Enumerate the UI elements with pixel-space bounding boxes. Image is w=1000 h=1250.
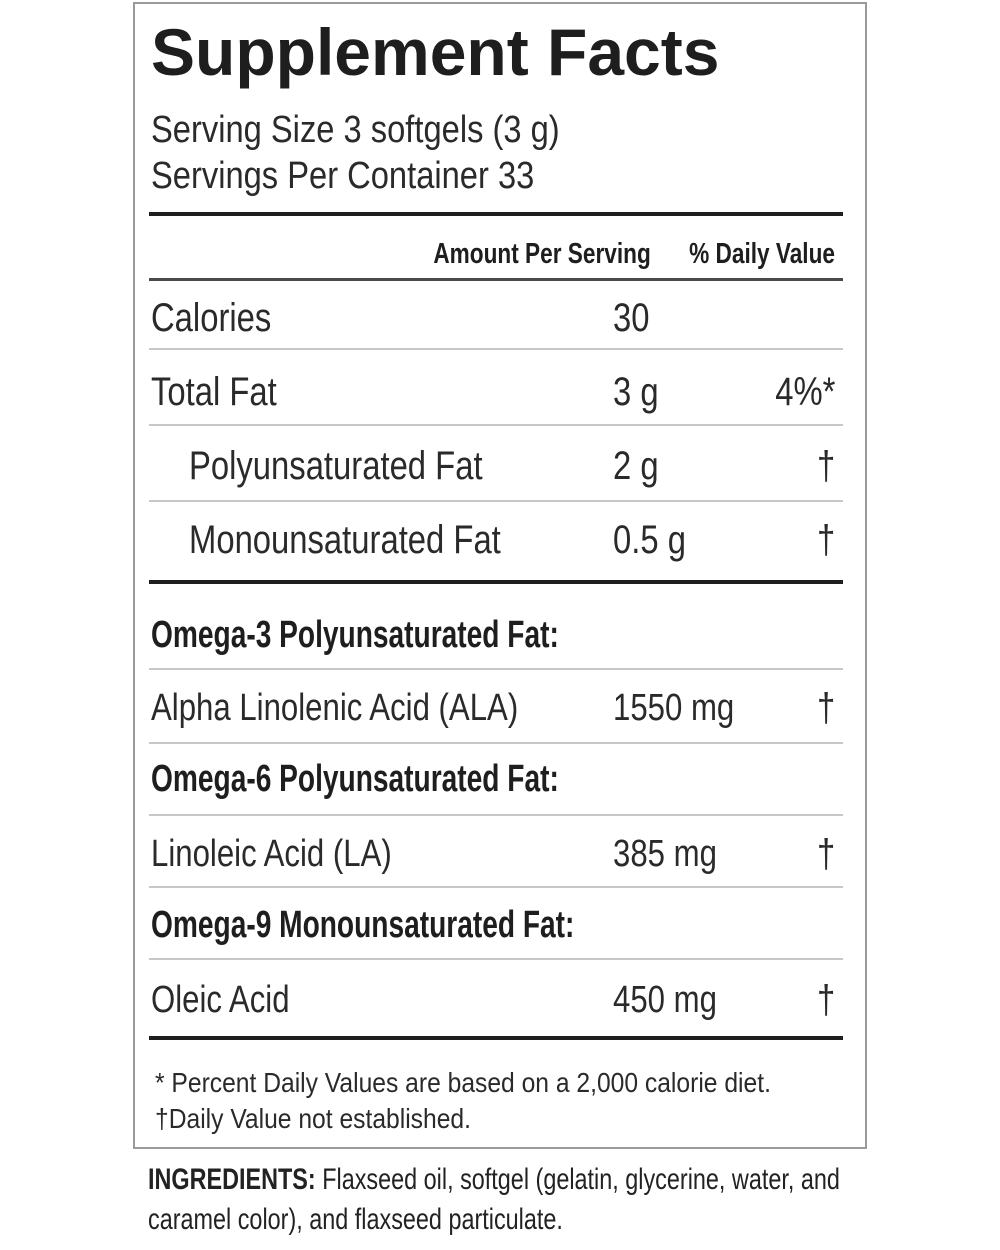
header-amount-per-serving: Amount Per Serving [433, 238, 651, 270]
servings-per-container: Servings Per Container 33 [151, 155, 535, 197]
omega3-ala-label: Alpha Linolenic Acid (ALA) [151, 687, 519, 729]
omega6-heading: Omega-6 Polyunsaturated Fat: [151, 758, 559, 800]
omega3-heading: Omega-3 Polyunsaturated Fat: [151, 614, 559, 656]
ingredients-line-2: caramel color), and flaxseed particulate. [148, 1203, 563, 1236]
row-polyunsaturated-amount: 2 g [613, 444, 659, 488]
omega6-la-amount: 385 mg [613, 833, 717, 875]
row-total-fat-dv: 4%* [774, 370, 835, 414]
omega3-ala-dv: † [816, 686, 835, 730]
divider-row [149, 348, 843, 350]
row-polyunsaturated-dv: † [816, 444, 835, 488]
divider-row [149, 424, 843, 426]
footnote-dagger: †Daily Value not established. [155, 1103, 471, 1134]
row-monounsaturated-label: Monounsaturated Fat [189, 518, 501, 562]
ingredients-text-1: Flaxseed oil, softgel (gelatin, glycerine, water, and [315, 1163, 840, 1196]
row-total-fat-label: Total Fat [151, 370, 277, 414]
ingredients-statement [148, 1160, 948, 1240]
omega6-la-label: Linoleic Acid (LA) [151, 833, 392, 875]
divider-row [149, 500, 843, 502]
header-daily-value: % Daily Value [689, 238, 835, 270]
row-calories-amount: 30 [613, 296, 650, 340]
footnote-percent-dv: * Percent Daily Values are based on a 2,000 calorie diet. [155, 1067, 771, 1098]
divider-bottom [149, 1036, 843, 1040]
omega6-la-dv: † [816, 832, 835, 876]
row-total-fat-amount: 3 g [613, 370, 659, 414]
divider-row [149, 668, 843, 670]
omega9-oleic-dv: † [816, 978, 835, 1022]
omega9-heading: Omega-9 Monounsaturated Fat: [151, 904, 575, 946]
divider-row [149, 742, 843, 744]
row-polyunsaturated-label: Polyunsaturated Fat [189, 444, 483, 488]
divider-row [149, 958, 843, 960]
divider-header [149, 278, 843, 281]
omega9-oleic-amount: 450 mg [613, 979, 717, 1021]
divider-top [149, 212, 843, 216]
ingredients-line-1 [148, 1160, 840, 1200]
panel-title: Supplement Facts [151, 15, 720, 89]
row-calories-label: Calories [151, 296, 272, 340]
row-monounsaturated-dv: † [816, 518, 835, 562]
ingredients-label: INGREDIENTS: [148, 1163, 316, 1196]
divider-row [149, 886, 843, 888]
omega9-oleic-label: Oleic Acid [151, 979, 290, 1021]
row-monounsaturated-amount: 0.5 g [613, 518, 686, 562]
serving-size: Serving Size 3 softgels (3 g) [151, 109, 560, 151]
divider-row [149, 814, 843, 816]
omega3-ala-amount: 1550 mg [613, 687, 735, 729]
divider-section [149, 580, 843, 584]
supplement-facts-panel [133, 2, 867, 1149]
